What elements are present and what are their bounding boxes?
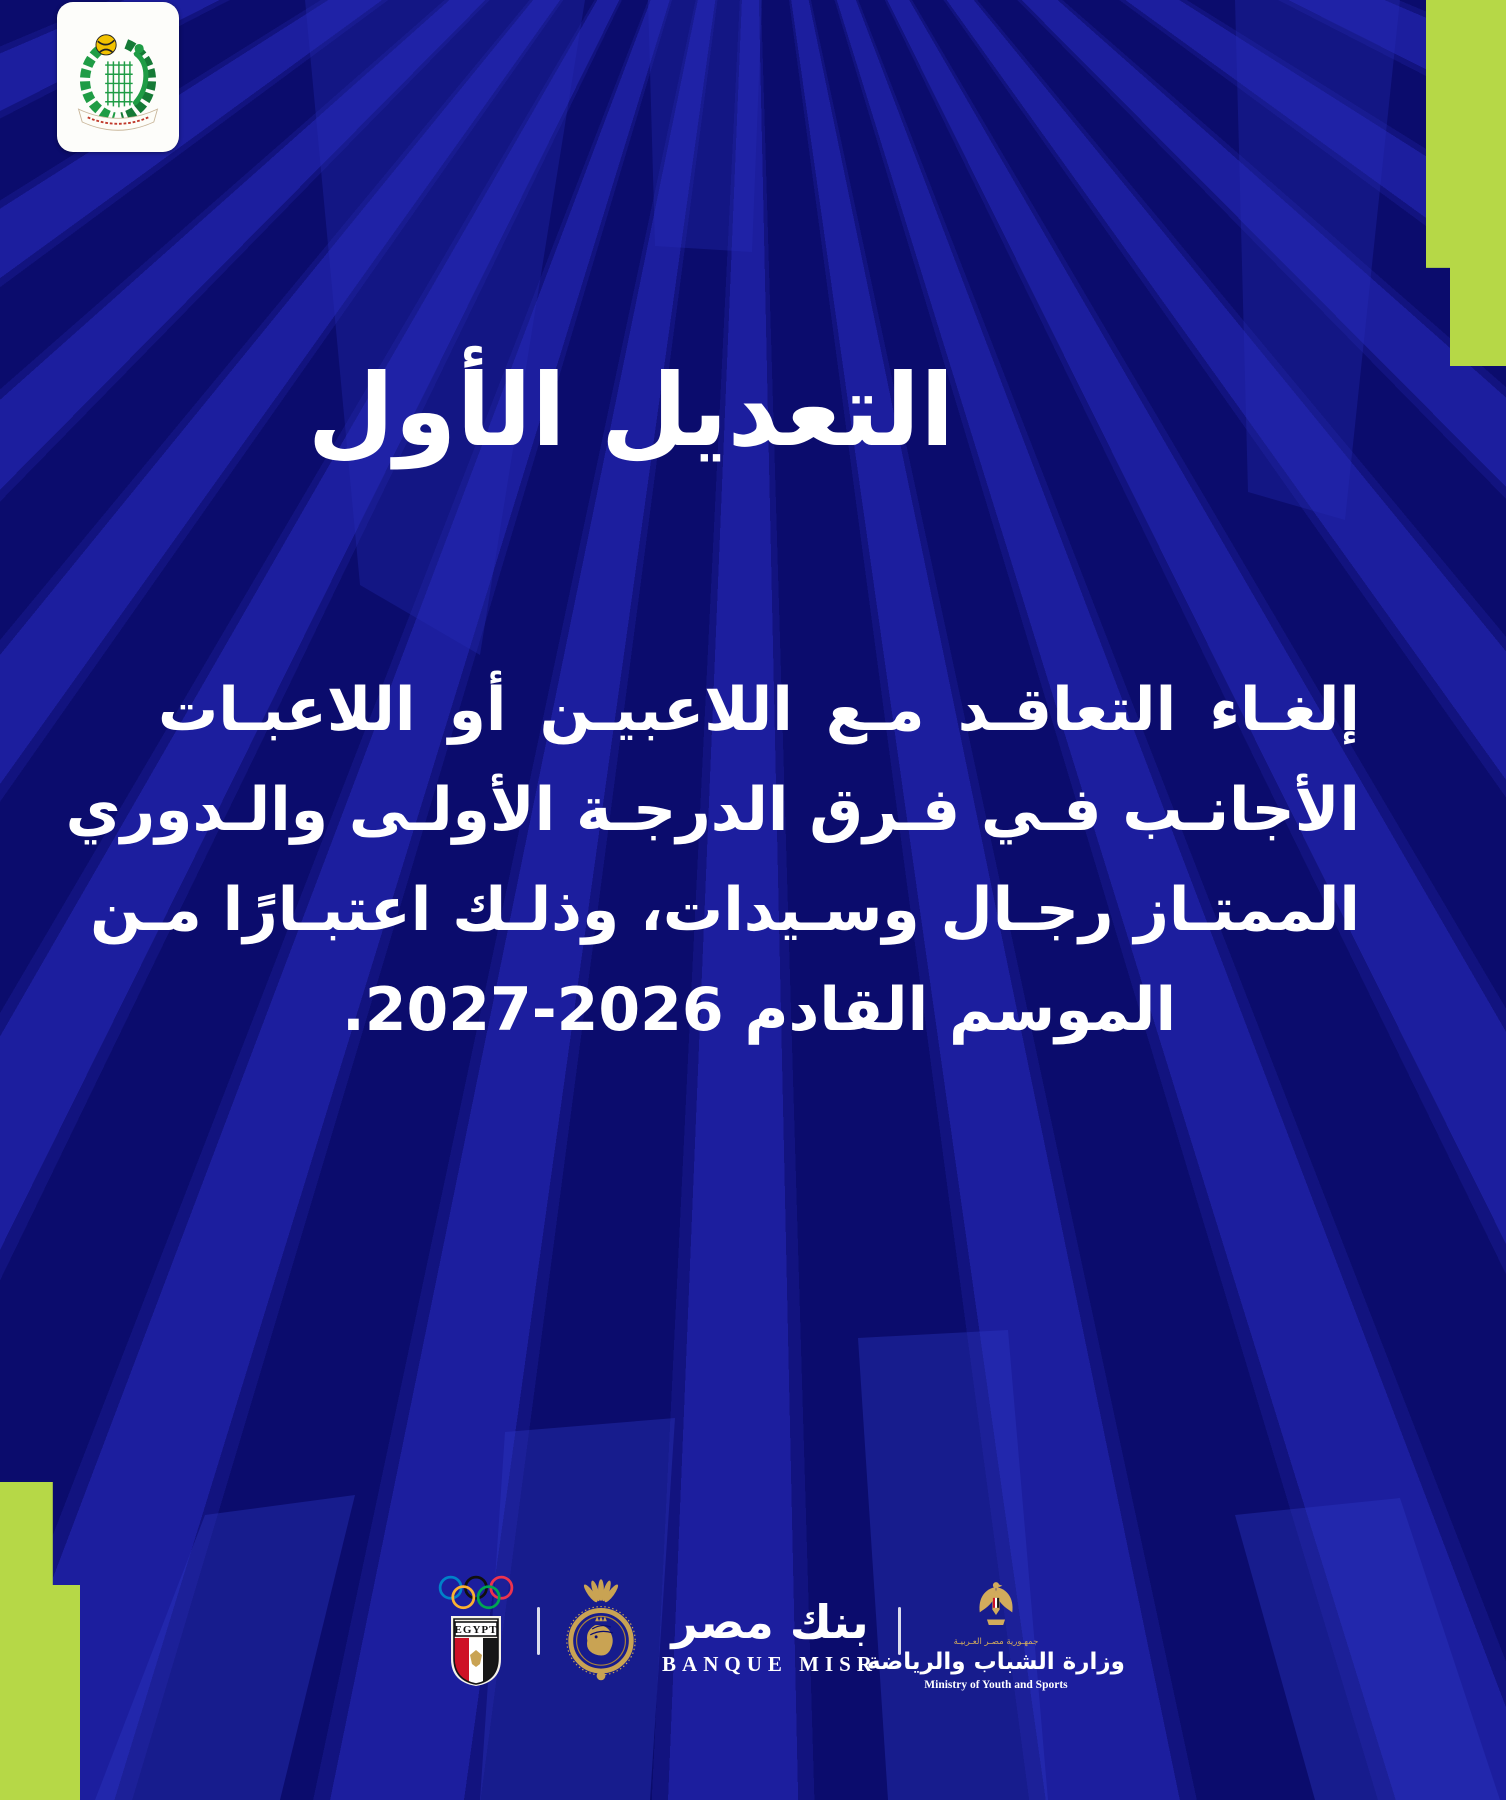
- banque-misr-latin-name: BANQUE MISR: [662, 1651, 878, 1676]
- egypt-shield-icon: [447, 1614, 505, 1688]
- body-line-3: الممتـاز رجـال وسـيدات، وذلـك اعتبـارًا مـن: [90, 875, 1360, 945]
- green-accent-top-right: [1426, 0, 1506, 366]
- volleyball-federation-logo-card: [57, 2, 179, 152]
- ministry-republic-line: جمهـورية مصـر العـربيـة: [953, 1636, 1039, 1647]
- body-line-1: إلغـاء التعاقـد مـع اللاعبيـن أو اللاعبـات: [158, 675, 1360, 745]
- egypt-olympic-committee-logo: [435, 1574, 517, 1688]
- body-line-4: الموسم القادم ⁦2027-2026⁩.: [341, 975, 1177, 1045]
- wreath-banner: [79, 109, 158, 130]
- volleyball-net: [105, 61, 133, 107]
- ministry-youth-sports-logo: [867, 1578, 1125, 1691]
- footer-separator-1: [537, 1607, 540, 1655]
- announcement-body: [65, 660, 1360, 1060]
- wreath-left-branch: [85, 44, 114, 117]
- body-line-2: الأجانـب فـي فـرق الدرجـة الأولـى والـدوري: [65, 775, 1360, 845]
- volleyball-ball: [96, 35, 116, 55]
- banque-misr-arabic-name: بنك مصر: [671, 1594, 869, 1649]
- pharaoh-head: [587, 1625, 613, 1655]
- page-title: التعديل الأول: [307, 352, 955, 469]
- sponsor-logos-bar: [0, 1556, 1506, 1706]
- banque-misr-wordmark: [662, 1596, 878, 1677]
- volleyball-federation-emblem: [62, 7, 174, 147]
- ministry-arabic-name: وزارة الشباب والرياضة: [867, 1648, 1125, 1675]
- ministry-english-name: Ministry of Youth and Sports: [924, 1678, 1068, 1691]
- banque-misr-crest-icon: [560, 1578, 642, 1684]
- olympic-rings-icon: [435, 1574, 517, 1612]
- republic-eagle-icon: [970, 1578, 1022, 1634]
- egypt-shield-label: EGYPT: [454, 1624, 498, 1636]
